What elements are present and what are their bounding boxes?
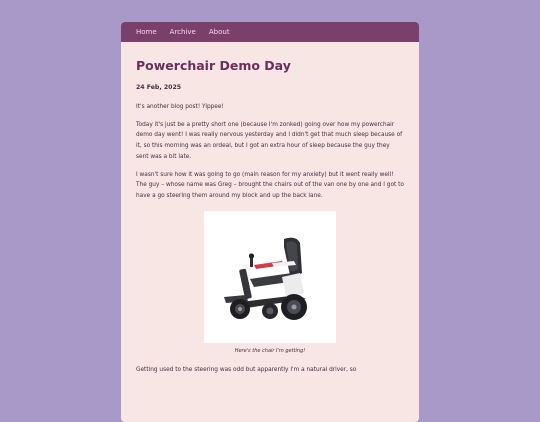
top-nav: [121, 22, 419, 42]
nav-link-archive[interactable]: Archive: [169, 28, 196, 36]
post-paragraph: I wasn't sure how it was going to go (main reason for my anxiety) but it went really well! The guy – whose name was Greg – brought the chairs out of the van one by one and I got to have a go steering them around my block and up the back lane.: [136, 171, 404, 199]
figure-caption: Here's the chair I'm getting!: [234, 347, 306, 354]
nav-link-home[interactable]: Home: [136, 28, 157, 36]
post-content: [121, 58, 419, 375]
powerchair-illustration: [210, 217, 330, 337]
nav-link-about[interactable]: About: [208, 28, 230, 36]
post-title: Powerchair Demo Day: [136, 58, 291, 73]
post-date: 24 Feb, 2025: [136, 84, 182, 91]
powerchair-image: [204, 211, 336, 343]
post-card: [121, 22, 419, 422]
post-paragraph: Getting used to the steering was odd but apparently I'm a natural driver, so: [136, 366, 357, 373]
post-paragraph: It's another blog post! Yippee!: [136, 104, 224, 110]
post-paragraph: Today it's just be a pretty short one (because I'm zonked) going over how my powerchair demo day went! I was really nervous yesterday and I didn't get that much sleep because of it, so this morning was an ordeal, but I got an extra hour of sleep because the guy they sent was a bit late.: [136, 121, 403, 160]
